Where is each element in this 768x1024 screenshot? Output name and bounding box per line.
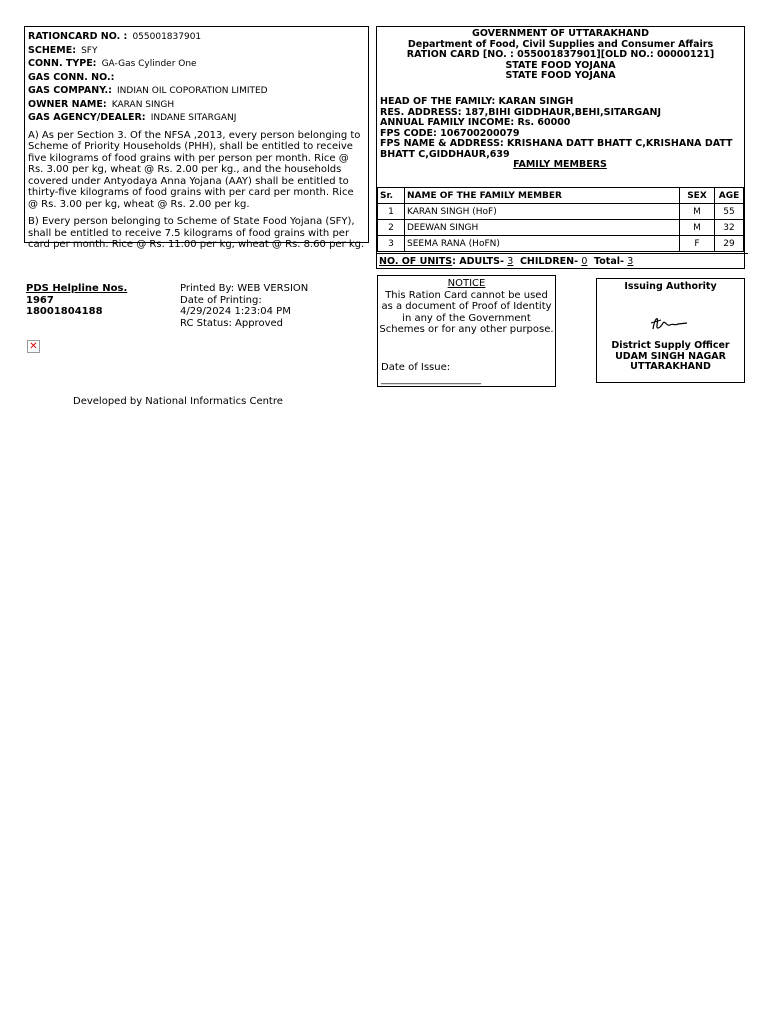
table-row [378,220,744,236]
gas-company-value: INDIAN OIL COPORATION LIMITED [117,86,268,96]
adults-label: : ADULTS- [452,256,504,267]
rc-status: RC Status: Approved [180,317,283,329]
row-name: SEEMA RANA (HoFN) [405,236,680,252]
issuing-authority-box [596,278,745,383]
conn-type-value: GA-Gas Cylinder One [101,59,197,69]
entitlement-para-a: A) As per Section 3. Of the NFSA ,2013, every person belonging to Scheme of Priority Households (PHH), shall be entitled to receive five kilograms of food grains with per person per month. Rice @ Rs. 3.00 per kg, wheat @ Rs. 2.00 per kg., and the households covered under Antyodaya Anna Yojana (AAY) shall be entitled to thirty-five kilograms of food grains with per card per month. Rice @ Rs. 3.00 per kg, wheat @ Rs. 2.00 per kg. [28,129,361,210]
owner-value: KARAN SINGH [111,99,175,110]
agency-label: GAS AGENCY/DEALER: [28,112,146,123]
scheme-title-2: STATE FOOD YOJANA [505,70,616,81]
print-date: 4/29/2024 1:23:04 PM [180,306,291,317]
owner-label: OWNER NAME: [28,98,107,110]
header-name: NAME OF THE FAMILY MEMBER [405,188,680,204]
card-number-line: RATION CARD [NO. : 055001837901][OLD NO.: 00000121] [406,49,715,60]
agency-value: INDANE SITARGANJ [150,113,237,123]
head-of-family: HEAD OF THE FAMILY: KARAN SINGH [380,96,574,107]
table-row [378,204,744,220]
total-label: Total- [594,256,624,267]
district-name: UDAM SINGH NAGAR [615,350,726,362]
row-sr: 3 [378,236,405,252]
row-sex: M [680,220,715,236]
conn-type-label: CONN. TYPE: [28,58,97,69]
gas-company-label: GAS COMPANY.: [28,85,112,96]
print-date-label: Date of Printing: [180,294,262,306]
header-sr: Sr. [378,188,405,204]
officer-title: District Supply Officer [611,340,730,351]
annual-income: ANNUAL FAMILY INCOME: Rs. 60000 [380,117,571,128]
total-count: 3 [627,256,634,267]
state-name: UTTARAKHAND [630,361,711,372]
ration-card-no-label: RATIONCARD NO. : [28,31,128,42]
entitlement-para-b: B) Every person belonging to Scheme of State Food Yojana (SFY), shall be entitled to receive 7.5 kilograms of food grains with per card per month. Rice @ Rs. 11.00 per kg, wheat @ Rs. 8.60 per kg. [28,216,365,250]
row-sex: M [680,204,715,220]
dept-title: Department of Food, Civil Supplies and Consumer Affairs [407,38,714,50]
scheme-title-1: STATE FOOD YOJANA [505,59,616,71]
row-age: 29 [715,236,744,252]
header-age: AGE [715,188,744,204]
notice-text: This Ration Card cannot be used as a document of Proof of Identity in any of the Government Schemes or for any other purpose. [379,289,554,335]
helpline-title: PDS Helpline Nos. [26,283,128,294]
gov-title: GOVERNMENT OF UTTARAKHAND [472,28,649,39]
scheme-value: SFY [81,45,98,56]
header-sex: SEX [680,188,715,204]
printed-by: Printed By: WEB VERSION [180,283,309,294]
notice-box [377,275,556,387]
family-members-table [377,187,744,252]
authority-title: Issuing Authority [624,281,717,292]
family-members-title: FAMILY MEMBERS [513,159,607,170]
row-name: DEEWAN SINGH [405,220,680,236]
table-row [378,236,744,252]
helpline-number-2: 18001804188 [26,306,103,317]
scheme-label: SCHEME: [28,44,76,56]
helpline-number-1: 1967 [26,294,54,306]
developer-credit: Developed by National Informatics Centre [73,396,283,407]
row-sr: 2 [378,220,405,236]
signature-icon [647,311,695,335]
table-header-row [378,188,744,204]
ration-card-no: 055001837901 [132,32,202,42]
residential-address: RES. ADDRESS: 187,BIHI GIDDHAUR,BEHI,SITARGANJ [380,106,662,118]
children-count: 0 [581,256,588,267]
broken-image-icon: ✕ [27,340,40,353]
units-summary [377,253,748,267]
row-sr: 1 [378,204,405,220]
date-of-issue [381,362,481,385]
row-name: KARAN SINGH (HoF) [405,204,680,220]
card-info-box [24,26,369,250]
ration-card-box [376,26,745,269]
units-label: NO. OF UNITS [379,256,453,267]
date-of-issue-label: Date of Issue: [381,362,451,373]
gas-conn-label: GAS CONN. NO.: [28,71,115,83]
print-info [180,283,308,329]
row-age: 55 [715,204,744,220]
children-label: CHILDREN- [519,256,579,267]
row-age: 32 [715,220,744,236]
date-of-issue-line: ____________________ [381,373,481,385]
row-sex: F [680,236,715,252]
family-details [380,97,740,171]
fps-name-address: FPS NAME & ADDRESS: KRISHANA DATT BHATT C,KRISHANA DATT BHATT C,GIDDHAUR,639 [380,138,733,160]
adults-count: 3 [507,256,514,267]
fps-code: FPS CODE: 106700200079 [380,127,520,139]
helpline-block [26,283,127,318]
notice-title: NOTICE [447,278,486,289]
